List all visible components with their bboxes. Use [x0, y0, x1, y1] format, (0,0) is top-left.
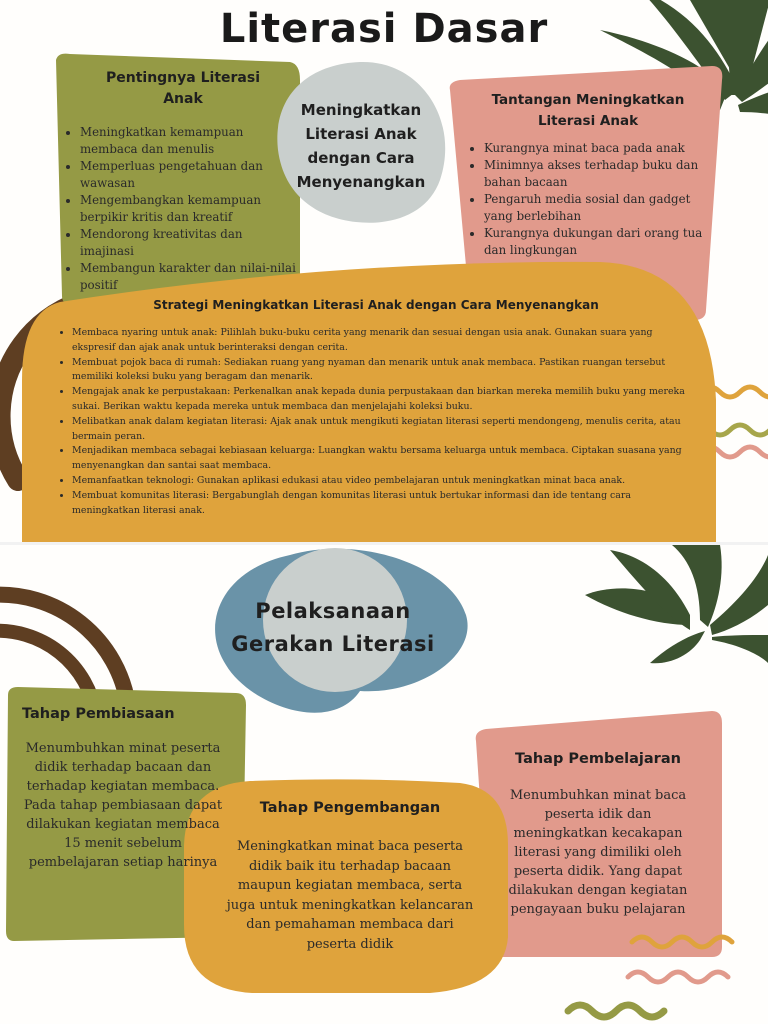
- list-item: • Mendorong kreativitas dan imajinasi: [80, 226, 300, 260]
- pentingnya-list: [66, 124, 300, 294]
- list-item: • Memanfaatkan teknologi: Gunakan aplikasi edukasi atau video pembelajaran untuk meningkatkan minat baca anak.: [72, 474, 694, 489]
- tantangan-list: [470, 140, 706, 259]
- page-title: Literasi Dasar: [219, 6, 549, 52]
- list-item: • Mengembangkan kemampuan berpikir kritis dan kreatif: [80, 192, 300, 226]
- tantangan-heading: Tantangan Meningkatkan Literasi Anak: [491, 92, 685, 129]
- list-item: • Kurangnya minat baca pada anak: [484, 140, 706, 157]
- pembiasaan-heading: Tahap Pembiasaan: [22, 706, 175, 722]
- tantangan-section: [470, 90, 706, 259]
- leaf-decoration-bottom: [585, 545, 768, 663]
- list-item: • Menjadikan membaca sebagai kebiasaan keluarga: Luangkan waktu bersama keluarga untuk membaca. Ciptakan suasana yang menyenangkan dan santai saat membaca.: [72, 444, 694, 474]
- pembiasaan-text: Menumbuhkan minat peserta didik terhadap bacaan dan terhadap kegiatan membaca. Pada tahap pembiasaan dapat dilakukan kegiatan membaca 15 menit sebelum pembelajaran setiap harinya: [23, 741, 223, 870]
- list-item: • Membuat komunitas literasi: Bergabunglah dengan komunitas literasi untuk bertukar informasi dan ide tentang cara meningkatkan literasi anak.: [72, 489, 694, 519]
- pentingnya-section: [66, 68, 300, 294]
- pengembangan-heading: Tahap Pengembangan: [259, 800, 441, 816]
- list-item: • Kurangnya dukungan dari orang tua dan lingkungan: [484, 225, 706, 259]
- list-item: • Minimnya akses terhadap buku dan bahan bacaan: [484, 157, 706, 191]
- list-item: • Pengaruh media sosial dan gadget yang berlebihan: [484, 191, 706, 225]
- strategi-section: [58, 296, 694, 518]
- pembiasaan-section: [14, 703, 232, 872]
- list-item: • Memperluas pengetahuan dan wawasan: [80, 158, 300, 192]
- center-bubble-text: Meningkatkan Literasi Anak dengan Cara Menyenangkan: [296, 101, 426, 191]
- pembelajaran-section: [492, 748, 704, 919]
- squiggle-pink: [628, 972, 728, 982]
- pengembangan-section: [210, 797, 490, 954]
- list-item: • Melibatkan anak dalam kegiatan literasi: Ajak anak untuk mengikuti kegiatan literasi seperti mendongeng, menulis cerita, atau bermain peran.: [72, 415, 694, 445]
- strategi-heading: Strategi Meningkatkan Literasi Anak dengan Cara Menyenangkan: [153, 298, 599, 312]
- list-item: • Meningkatkan kemampuan membaca dan menulis: [80, 124, 300, 158]
- squiggle-olive: [568, 1005, 664, 1017]
- list-item: • Mengajak anak ke perpustakaan: Perkenalkan anak kepada dunia perpustakaan dan biarkan mereka memilih buku yang mereka sukai. Berikan waktu kepada mereka untuk membaca dan menjelajahi koleksi buku.: [72, 385, 694, 415]
- pembelajaran-text: Menumbuhkan minat baca peserta idik dan meningkatkan kecakapan literasi yang dimiliki oleh peserta didik. Yang dapat dilakukan dengan kegiatan pengayaan buku pelajaran: [508, 788, 688, 917]
- pentingnya-heading: Pentingnya Literasi Anak: [105, 70, 260, 107]
- page2-title: Pelaksanaan Gerakan Literasi: [231, 599, 435, 656]
- list-item: • Membaca nyaring untuk anak: Pilihlah buku-buku cerita yang menarik dan sesuai dengan usia anak. Gunakan suara yang ekspresif dan ajak anak untuk berinteraksi dengan cerita.: [72, 326, 694, 356]
- list-item: • Membangun karakter dan nilai-nilai positif: [80, 260, 300, 294]
- strategi-list: [58, 326, 694, 518]
- pembelajaran-heading: Tahap Pembelajaran: [515, 751, 681, 767]
- infographic-page-2: [0, 545, 768, 1024]
- pengembangan-text: Meningkatkan minat baca peserta didik baik itu terhadap bacaan maupun kegiatan membaca, serta juga untuk meningkatkan kelancaran dan pemahaman membaca dari peserta didik: [226, 839, 474, 952]
- list-item: • Membuat pojok baca di rumah: Sediakan ruang yang nyaman dan menarik untuk anak membaca. Pastikan ruangan tersebut memiliki koleksi buku yang beragam dan menarik.: [72, 356, 694, 386]
